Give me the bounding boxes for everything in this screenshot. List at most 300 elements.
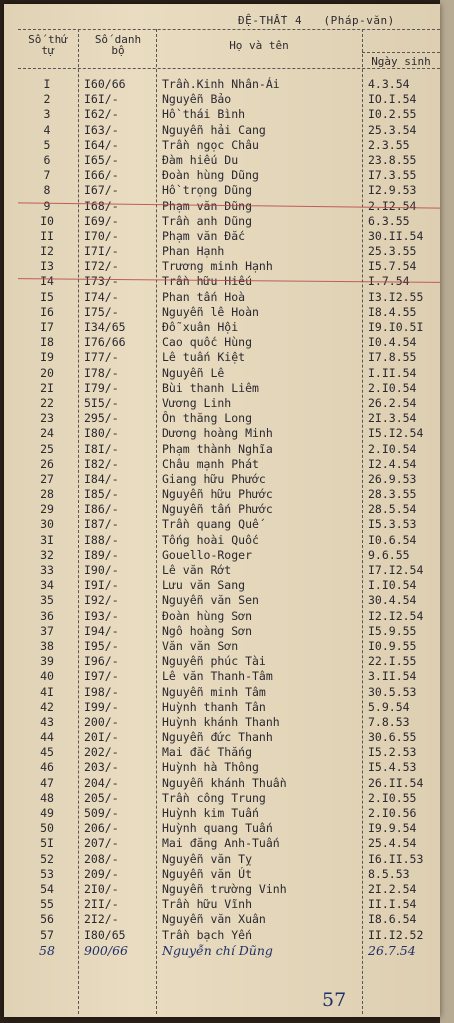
student-name: Nguyễn khánh Thuần bbox=[162, 775, 287, 790]
birth-date: I8.4.55 bbox=[368, 304, 417, 319]
birth-date: I5.7.54 bbox=[368, 259, 417, 274]
birth-date: 5.9.54 bbox=[368, 699, 410, 714]
row-number: 42 bbox=[40, 699, 54, 714]
register-number: I93/- bbox=[84, 608, 119, 623]
student-name: Nguyễn lê Hoàn bbox=[162, 304, 259, 319]
student-name: Gouello-Roger bbox=[162, 547, 253, 562]
birth-date: I7.I2.54 bbox=[368, 563, 424, 577]
row-number: I2 bbox=[40, 244, 54, 259]
birth-date: 2.3.55 bbox=[368, 137, 410, 152]
student-name: Phạm văn Đắc bbox=[162, 228, 246, 243]
register-number: 2I2/- bbox=[84, 912, 119, 927]
table-row bbox=[4, 882, 440, 897]
birth-date: I0.4.54 bbox=[368, 335, 417, 350]
student-name: Châu mạnh Phát bbox=[162, 456, 259, 471]
table-row bbox=[4, 214, 440, 229]
birth-date: 6.3.55 bbox=[368, 213, 410, 228]
col-header-name-text: Họ và tên bbox=[229, 39, 289, 52]
birth-date: I5.3.53 bbox=[368, 517, 417, 532]
student-name: Trương minh Hạnh bbox=[162, 259, 273, 274]
table-row bbox=[4, 335, 440, 350]
row-number: 56 bbox=[40, 912, 54, 927]
birth-date: I0.9.55 bbox=[368, 638, 417, 653]
row-number: 46 bbox=[40, 760, 54, 775]
register-number: 207/- bbox=[84, 836, 119, 851]
row-number: 48 bbox=[40, 790, 54, 805]
row-number: 29 bbox=[40, 502, 54, 517]
row-number: I3 bbox=[40, 259, 54, 274]
birth-date: I2.I2.54 bbox=[368, 608, 424, 623]
row-number: II bbox=[40, 228, 54, 243]
register-number: I85/- bbox=[84, 487, 119, 502]
student-name: Nguyễn chí Dũng bbox=[162, 942, 273, 958]
student-name: Đàm hiếu Du bbox=[162, 152, 239, 167]
birth-date: 2.I0.56 bbox=[368, 806, 417, 820]
row-number: 23 bbox=[40, 411, 54, 426]
student-name: Nguyễn Bảo bbox=[162, 92, 232, 107]
birth-date: 3.II.54 bbox=[368, 669, 417, 684]
register-number: I78/- bbox=[84, 365, 119, 380]
register-number: 900/66 bbox=[84, 942, 128, 958]
birth-date: 30.5.53 bbox=[368, 684, 417, 699]
table-row bbox=[4, 107, 440, 122]
student-name: Huỳnh thanh Tân bbox=[162, 699, 266, 714]
register-number: I6I/- bbox=[84, 92, 119, 107]
table-row bbox=[4, 77, 440, 92]
table-row bbox=[4, 396, 440, 411]
table-row bbox=[4, 791, 440, 806]
register-number: I63/- bbox=[84, 122, 119, 137]
row-number: 45 bbox=[40, 745, 54, 760]
table-row bbox=[4, 259, 440, 274]
student-name: Bùi thanh Liêm bbox=[162, 380, 259, 395]
page-edge bbox=[440, 0, 454, 1023]
row-number: I5 bbox=[40, 289, 54, 304]
row-number: 49 bbox=[40, 806, 54, 820]
row-number: 27 bbox=[40, 471, 54, 486]
row-number: I7 bbox=[40, 320, 54, 334]
row-number: 37 bbox=[40, 623, 54, 638]
register-number: I99/- bbox=[84, 699, 119, 714]
birth-date: 22.I.55 bbox=[368, 654, 417, 669]
table-row bbox=[4, 912, 440, 927]
birth-date: 26.7.54 bbox=[368, 942, 416, 958]
birth-date: 30.II.54 bbox=[368, 228, 424, 243]
birth-date: I3.I2.55 bbox=[368, 289, 424, 304]
register-number: I79/- bbox=[84, 380, 119, 395]
table-row bbox=[4, 320, 440, 335]
birth-date: 7.8.53 bbox=[368, 714, 410, 729]
birth-date: I5.I2.54 bbox=[368, 426, 424, 441]
birth-date: 8.5.53 bbox=[368, 866, 410, 881]
row-number: 28 bbox=[40, 487, 54, 502]
table-row bbox=[4, 457, 440, 472]
table-row bbox=[4, 669, 440, 684]
register-number: 5I5/- bbox=[84, 395, 119, 410]
student-name: Đoàn hùng Sơn bbox=[162, 608, 253, 623]
table-row bbox=[4, 760, 440, 775]
birth-date: IO.I.54 bbox=[368, 92, 417, 107]
register-number: I97/- bbox=[84, 669, 119, 684]
register-number: I64/- bbox=[84, 137, 119, 152]
student-name: Hồ thái Bình bbox=[162, 107, 246, 122]
register-number: I87/- bbox=[84, 517, 119, 532]
table-row bbox=[4, 776, 440, 791]
register-number: I65/- bbox=[84, 152, 119, 167]
student-name: Trần hữu Vĩnh bbox=[162, 897, 253, 912]
birth-date: 2.I0.55 bbox=[368, 790, 417, 805]
row-number: 4I bbox=[40, 684, 54, 699]
birth-date: 25.3.54 bbox=[368, 122, 417, 137]
row-number: 39 bbox=[40, 654, 54, 669]
register-number: 205/- bbox=[84, 790, 119, 805]
table-row bbox=[4, 852, 440, 867]
register-number: I74/- bbox=[84, 289, 119, 304]
row-number: 57 bbox=[40, 927, 54, 942]
register-number: 208/- bbox=[84, 851, 119, 866]
register-number: I7I/- bbox=[84, 244, 119, 259]
student-name: Trần bạch Yến bbox=[162, 927, 253, 942]
register-number: I90/- bbox=[84, 563, 119, 577]
table-row bbox=[4, 533, 440, 548]
table-row bbox=[4, 442, 440, 457]
birth-date: I2.4.54 bbox=[368, 456, 417, 471]
register-number: 2I0/- bbox=[84, 881, 119, 896]
register-number: I84/- bbox=[84, 471, 119, 486]
student-name: Nguyễn Lê bbox=[162, 365, 225, 380]
register-number: I88/- bbox=[84, 532, 119, 547]
row-number: 30 bbox=[40, 517, 54, 532]
table-row bbox=[4, 153, 440, 168]
birth-date: 9.6.55 bbox=[368, 547, 410, 562]
row-number: I4 bbox=[40, 274, 54, 289]
student-name: Lê tuấn Kiệt bbox=[162, 350, 246, 365]
birth-date: II.I2.52 bbox=[368, 927, 424, 942]
birth-date: 26.II.54 bbox=[368, 775, 424, 790]
col-header-dob-text: Ngày sinh bbox=[371, 55, 431, 68]
register-number: I76/66 bbox=[84, 335, 126, 350]
birth-date: 30.4.54 bbox=[368, 593, 417, 608]
student-name: Ôn thăng Long bbox=[162, 411, 253, 426]
register-number: I8I/- bbox=[84, 441, 119, 456]
col-header-dob bbox=[362, 56, 440, 67]
register-number: I72/- bbox=[84, 259, 119, 274]
table-row bbox=[4, 836, 440, 851]
register-number: I68/- bbox=[84, 198, 119, 213]
student-name: Nguyễn hải Cang bbox=[162, 122, 266, 137]
table-row bbox=[4, 563, 440, 578]
row-number: 5I bbox=[40, 836, 54, 851]
student-name: Tống hoài Quốc bbox=[162, 532, 259, 547]
student-name: Trần hữu Hiếu bbox=[162, 274, 253, 289]
birth-date: 26.9.53 bbox=[368, 471, 417, 486]
table-row bbox=[4, 639, 440, 654]
student-name: Lê văn Thanh-Tâm bbox=[162, 669, 273, 684]
student-name: Mai đắc Thắng bbox=[162, 745, 253, 760]
row-number: I9 bbox=[40, 350, 54, 365]
register-number: 200/- bbox=[84, 714, 119, 729]
row-number: 2 bbox=[43, 92, 51, 107]
col-header-sbd-line1: Số danh bbox=[94, 33, 142, 46]
birth-date: I.7.54 bbox=[368, 274, 410, 289]
register-number: 203/- bbox=[84, 760, 119, 775]
row-number: 50 bbox=[40, 821, 54, 836]
row-number: 7 bbox=[43, 168, 51, 183]
student-name: Phạm văn Dũng bbox=[162, 198, 253, 213]
student-name: Trần.Kinh Nhân-Ái bbox=[162, 77, 280, 91]
birth-date: I9.9.54 bbox=[368, 821, 417, 836]
student-name: Huỳnh khánh Thanh bbox=[162, 714, 280, 729]
register-number: I75/- bbox=[84, 304, 119, 319]
register-number: 202/- bbox=[84, 745, 119, 760]
register-number: I60/66 bbox=[84, 77, 126, 91]
student-name: Nguyễn văn Sen bbox=[162, 593, 259, 608]
table-row bbox=[4, 517, 440, 532]
row-number: 26 bbox=[40, 456, 54, 471]
birth-date: I0.6.54 bbox=[368, 532, 417, 547]
birth-date: I.I0.54 bbox=[368, 578, 417, 593]
table-row bbox=[4, 305, 440, 320]
row-number: 34 bbox=[40, 578, 54, 593]
row-number: 6 bbox=[43, 152, 51, 167]
row-number: 33 bbox=[40, 563, 54, 577]
register-number: I69/- bbox=[84, 213, 119, 228]
row-number: 58 bbox=[39, 942, 55, 958]
row-number: 43 bbox=[40, 714, 54, 729]
col-header-stt bbox=[18, 34, 78, 56]
birth-date: 2.I0.54 bbox=[368, 441, 417, 456]
student-name: Trần quang Quế bbox=[162, 517, 259, 532]
table-row bbox=[4, 715, 440, 730]
table-row bbox=[4, 123, 440, 138]
col-header-stt-line2: tự bbox=[41, 44, 55, 57]
birth-date: I0.2.55 bbox=[368, 107, 417, 122]
birth-date: I5.4.53 bbox=[368, 760, 417, 775]
birth-date: 28.3.55 bbox=[368, 487, 417, 502]
birth-date: 2I.3.54 bbox=[368, 411, 417, 426]
register-number: I34/65 bbox=[84, 320, 126, 334]
birth-date: 25.3.55 bbox=[368, 244, 417, 259]
table-row bbox=[4, 730, 440, 745]
register-number: I66/- bbox=[84, 168, 119, 183]
table-row bbox=[4, 624, 440, 639]
section-label: (Pháp-văn) bbox=[323, 14, 395, 27]
register-number: I80/65 bbox=[84, 927, 126, 942]
table-row bbox=[4, 183, 440, 198]
birth-date: I5.2.53 bbox=[368, 745, 417, 760]
table-row bbox=[4, 244, 440, 259]
table-row bbox=[4, 685, 440, 700]
row-number: 47 bbox=[40, 775, 54, 790]
row-number: 2I bbox=[40, 380, 54, 395]
register-number: I89/- bbox=[84, 547, 119, 562]
table-row bbox=[4, 867, 440, 882]
student-name: Lưu văn Sang bbox=[162, 578, 246, 593]
student-name: Phan Hạnh bbox=[162, 244, 225, 259]
student-name: Phạm thành Nghĩa bbox=[162, 441, 273, 456]
row-number: 22 bbox=[40, 395, 54, 410]
student-name: Đoàn hùng Dũng bbox=[162, 168, 259, 183]
row-number: 35 bbox=[40, 593, 54, 608]
register-number: 509/- bbox=[84, 806, 119, 820]
student-name: Đỗ xuân Hội bbox=[162, 320, 239, 334]
student-name: Cao quốc Hùng bbox=[162, 335, 253, 350]
birth-date: I8.6.54 bbox=[368, 912, 417, 927]
row-number: I bbox=[43, 77, 51, 91]
register-number: I77/- bbox=[84, 350, 119, 365]
row-number: 55 bbox=[40, 897, 54, 912]
register-number: I80/- bbox=[84, 426, 119, 441]
register-number: I73/- bbox=[84, 274, 119, 289]
birth-date: I7.8.55 bbox=[368, 350, 417, 365]
table-row bbox=[4, 548, 440, 563]
col-header-sbd bbox=[80, 34, 156, 56]
row-number: 38 bbox=[40, 638, 54, 653]
col-header-sbd-line2: bộ bbox=[111, 44, 125, 57]
birth-date: I5.9.55 bbox=[368, 623, 417, 638]
student-name: Nguyễn trường Vinh bbox=[162, 881, 287, 896]
student-name: Trần anh Dũng bbox=[162, 213, 253, 228]
birth-date: I.II.54 bbox=[368, 365, 417, 380]
table-row bbox=[4, 138, 440, 153]
register-number: I62/- bbox=[84, 107, 119, 122]
register-number: I67/- bbox=[84, 183, 119, 198]
class-header bbox=[238, 14, 395, 27]
student-name: Trần ngọc Châu bbox=[162, 137, 259, 152]
table-row bbox=[4, 654, 440, 669]
table-row bbox=[4, 578, 440, 593]
student-name: Văn văn Sơn bbox=[162, 638, 239, 653]
table-row bbox=[4, 426, 440, 441]
row-number: 20 bbox=[40, 365, 54, 380]
birth-date: 4.3.54 bbox=[368, 77, 410, 91]
birth-date: 2I.2.54 bbox=[368, 881, 417, 896]
register-number: 209/- bbox=[84, 866, 119, 881]
header-top-rule bbox=[18, 29, 440, 30]
table-row bbox=[4, 593, 440, 608]
row-number: 52 bbox=[40, 851, 54, 866]
table-row bbox=[4, 350, 440, 365]
student-name: Huỳnh kim Tuấn bbox=[162, 806, 259, 820]
register-number: 206/- bbox=[84, 821, 119, 836]
row-number: 9 bbox=[43, 198, 51, 213]
birth-date: 28.5.54 bbox=[368, 502, 417, 517]
row-number: I8 bbox=[40, 335, 54, 350]
birth-date: 23.8.55 bbox=[368, 152, 417, 167]
student-name: Dương hoàng Minh bbox=[162, 426, 273, 441]
row-number: 8 bbox=[43, 183, 51, 198]
table-row bbox=[4, 745, 440, 760]
row-number: 44 bbox=[40, 730, 54, 745]
student-name: Nguyễn văn Tỵ bbox=[162, 851, 253, 866]
table-row bbox=[4, 700, 440, 715]
row-number: 40 bbox=[40, 669, 54, 684]
birth-date: 25.4.54 bbox=[368, 836, 417, 851]
student-name: Nguyễn văn Xuân bbox=[162, 912, 266, 927]
student-name: Nguyễn phúc Tài bbox=[162, 654, 266, 669]
register-number: I92/- bbox=[84, 593, 119, 608]
birth-date: I7.3.55 bbox=[368, 168, 417, 183]
table-row bbox=[4, 472, 440, 487]
register-number: 20I/- bbox=[84, 730, 119, 745]
student-name: Giang hữu Phước bbox=[162, 471, 266, 486]
register-number: I70/- bbox=[84, 228, 119, 243]
table-row bbox=[4, 411, 440, 426]
student-name: Huỳnh quang Tuấn bbox=[162, 821, 273, 836]
student-name: Nguyễn văn Út bbox=[162, 866, 253, 881]
birth-date: II.I.54 bbox=[368, 897, 417, 912]
row-number: 32 bbox=[40, 547, 54, 562]
col-header-stt-line1: Số thứ bbox=[28, 33, 68, 46]
student-name: Hồ trọng Dũng bbox=[162, 183, 253, 198]
register-number: I9I/- bbox=[84, 578, 119, 593]
row-number: 24 bbox=[40, 426, 54, 441]
page-number: 57 bbox=[322, 989, 347, 1011]
table-row bbox=[4, 609, 440, 624]
row-number: 5 bbox=[43, 137, 51, 152]
birth-date: 2.I2.54 bbox=[368, 198, 417, 213]
table-row bbox=[4, 487, 440, 502]
table-row bbox=[4, 821, 440, 836]
birth-date: I2.9.53 bbox=[368, 183, 417, 198]
student-name: Huỳnh hà Thông bbox=[162, 760, 259, 775]
table-row bbox=[4, 502, 440, 517]
table-row bbox=[4, 943, 440, 958]
table-row bbox=[4, 168, 440, 183]
row-number: 36 bbox=[40, 608, 54, 623]
birth-date: I9.I0.5I bbox=[368, 320, 424, 334]
row-number: 53 bbox=[40, 866, 54, 881]
row-number: 25 bbox=[40, 441, 54, 456]
class-label: ĐỆ-THẤT 4 bbox=[238, 14, 303, 27]
student-name: Vương Linh bbox=[162, 395, 232, 410]
register-number: I94/- bbox=[84, 623, 119, 638]
table-row bbox=[4, 897, 440, 912]
register-number: I96/- bbox=[84, 654, 119, 669]
student-list bbox=[4, 77, 440, 958]
table-row bbox=[4, 928, 440, 943]
student-name: Phan tấn Hoà bbox=[162, 289, 246, 304]
register-number: I95/- bbox=[84, 638, 119, 653]
student-name: Nguyễn đức Thanh bbox=[162, 730, 273, 745]
table-row bbox=[4, 381, 440, 396]
birth-date: 2.I0.54 bbox=[368, 380, 417, 395]
table-row bbox=[4, 366, 440, 381]
row-number: I0 bbox=[40, 213, 54, 228]
student-name: Trần công Trung bbox=[162, 790, 266, 805]
row-number: 3I bbox=[40, 532, 54, 547]
student-name: Ngô hoàng Sơn bbox=[162, 623, 253, 638]
header-bottom-rule bbox=[18, 68, 440, 69]
table-row bbox=[4, 92, 440, 107]
table-row bbox=[4, 229, 440, 244]
table-row bbox=[4, 806, 440, 821]
student-name: Mai đăng Anh-Tuấn bbox=[162, 836, 280, 851]
register-number: 2II/- bbox=[84, 897, 119, 912]
dob-subheader-rule bbox=[362, 52, 440, 53]
student-name: Nguyễn tấn Phước bbox=[162, 502, 273, 517]
register-page bbox=[4, 4, 440, 1017]
register-number: I86/- bbox=[84, 502, 119, 517]
register-number: 204/- bbox=[84, 775, 119, 790]
row-number: 54 bbox=[40, 881, 54, 896]
student-name: Nguyễn minh Tâm bbox=[162, 684, 266, 699]
birth-date: I6.II.53 bbox=[368, 851, 424, 866]
row-number: 4 bbox=[43, 122, 51, 137]
register-number: I82/- bbox=[84, 456, 119, 471]
birth-date: 30.6.55 bbox=[368, 730, 417, 745]
register-number: I98/- bbox=[84, 684, 119, 699]
